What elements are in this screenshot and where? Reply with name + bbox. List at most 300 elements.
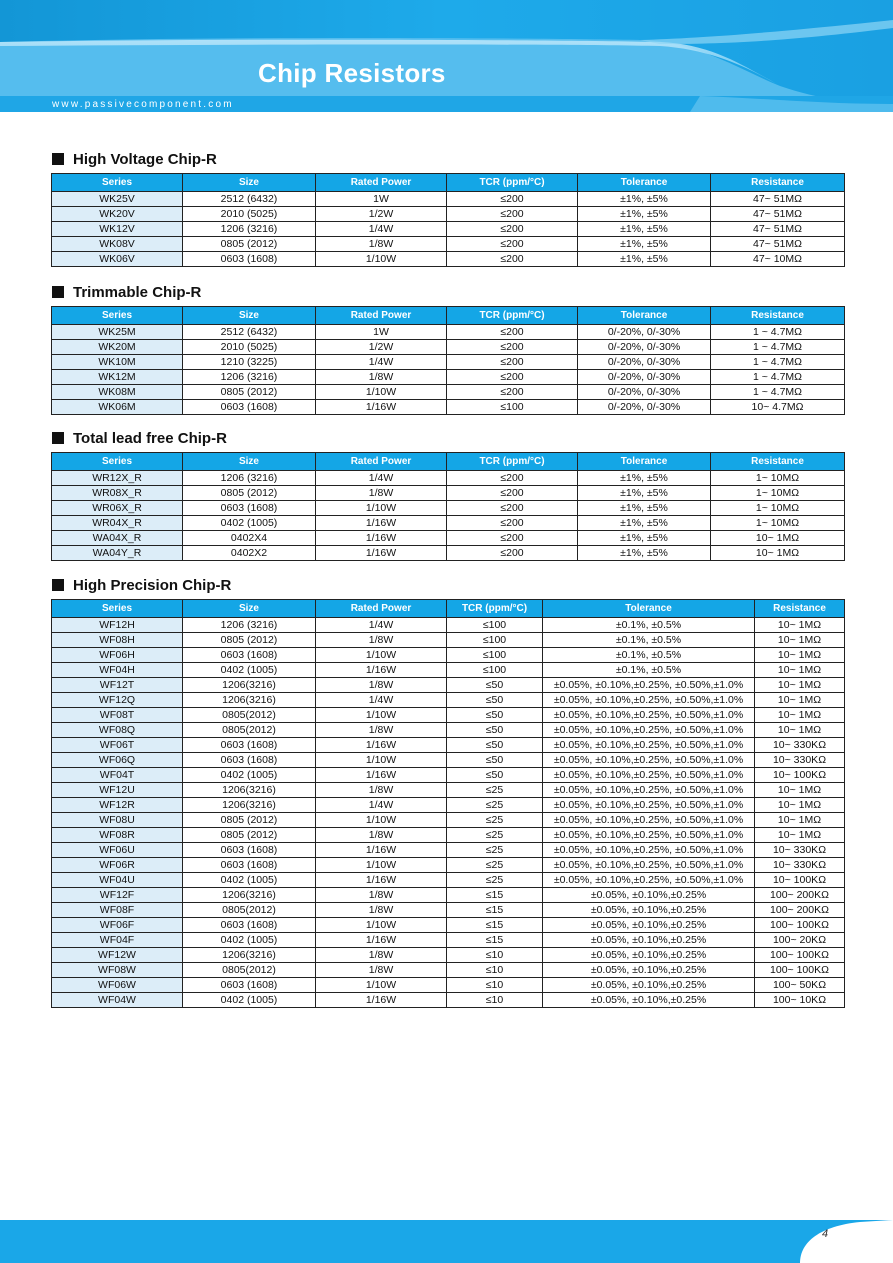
table-cell: ≤200 [447, 325, 578, 340]
table-cell: ±0.05%, ±0.10%,±0.25%, ±0.50%,±1.0% [543, 693, 755, 708]
column-header: Size [183, 307, 316, 325]
table-cell: 1/16W [316, 738, 447, 753]
table-cell: 1~ 10MΩ [711, 486, 845, 501]
series-cell: WK12M [52, 370, 183, 385]
table-cell: 1/8W [316, 237, 447, 252]
column-header: Rated Power [316, 307, 447, 325]
table-cell: ≤15 [447, 933, 543, 948]
table-cell: ±1%, ±5% [578, 237, 711, 252]
table-cell: ≤200 [447, 355, 578, 370]
series-cell: WF08R [52, 828, 183, 843]
table-cell: 1W [316, 325, 447, 340]
table-cell: ≤25 [447, 813, 543, 828]
table-cell: ≤15 [447, 888, 543, 903]
table-cell: ≤25 [447, 843, 543, 858]
table-row [52, 783, 845, 798]
series-cell: WF04H [52, 663, 183, 678]
column-header: Size [183, 174, 316, 192]
table-cell: 100~ 100KΩ [755, 963, 845, 978]
table-cell: 10~ 1MΩ [755, 648, 845, 663]
table-body [52, 471, 845, 561]
table-row [52, 237, 845, 252]
table-cell: 0603 (1608) [183, 753, 316, 768]
page-title: Chip Resistors [258, 58, 446, 88]
table-cell: ±0.05%, ±0.10%,±0.25%, ±0.50%,±1.0% [543, 753, 755, 768]
table-cell: ≤50 [447, 753, 543, 768]
table-cell: 1/4W [316, 355, 447, 370]
table-cell: ±0.05%, ±0.10%,±0.25%, ±0.50%,±1.0% [543, 873, 755, 888]
table-cell: 1 ~ 4.7MΩ [711, 340, 845, 355]
table-cell: 1/16W [316, 843, 447, 858]
table-cell: ≤200 [447, 192, 578, 207]
table-cell: 1/16W [316, 993, 447, 1008]
table-cell: ≤10 [447, 948, 543, 963]
table-cell: ±0.05%, ±0.10%,±0.25% [543, 948, 755, 963]
table-cell: 1 ~ 4.7MΩ [711, 325, 845, 340]
series-cell: WF08Q [52, 723, 183, 738]
table-cell: 1206(3216) [183, 693, 316, 708]
series-cell: WK08M [52, 385, 183, 400]
table-cell: 100~ 200KΩ [755, 888, 845, 903]
table-cell: 1/10W [316, 708, 447, 723]
lead-free-table [51, 452, 845, 561]
table-cell: 0805(2012) [183, 963, 316, 978]
table-cell: ≤200 [447, 237, 578, 252]
table-cell: 10~ 1MΩ [755, 828, 845, 843]
section-title-high-voltage: High Voltage Chip-R [52, 151, 217, 168]
table-cell: 1/16W [316, 873, 447, 888]
bullet-square-icon [52, 579, 64, 591]
table-cell: 1/4W [316, 222, 447, 237]
table-cell: 1/10W [316, 385, 447, 400]
table-cell: 1/16W [316, 516, 447, 531]
series-cell: WK25V [52, 192, 183, 207]
table-cell: ≤100 [447, 633, 543, 648]
table-cell: ≤50 [447, 738, 543, 753]
table-row [52, 663, 845, 678]
table-cell: 100~ 200KΩ [755, 903, 845, 918]
page-number: 4 [822, 1228, 829, 1240]
table-row [52, 340, 845, 355]
table-row [52, 486, 845, 501]
table-cell: ≤200 [447, 370, 578, 385]
table-cell: ±0.1%, ±0.5% [543, 618, 755, 633]
table-cell: 1W [316, 192, 447, 207]
table-cell: ±1%, ±5% [578, 207, 711, 222]
column-header: Series [52, 307, 183, 325]
table-cell: 0/-20%, 0/-30% [578, 340, 711, 355]
table-header [52, 453, 845, 471]
table-cell: ±1%, ±5% [578, 471, 711, 486]
column-header: Series [52, 174, 183, 192]
header-row [52, 174, 845, 192]
table-cell: ≤200 [447, 501, 578, 516]
table-cell: ≤25 [447, 873, 543, 888]
table-cell: 1/4W [316, 798, 447, 813]
series-cell: WF12Q [52, 693, 183, 708]
table-cell: 0/-20%, 0/-30% [578, 370, 711, 385]
table-cell: ±0.05%, ±0.10%,±0.25%, ±0.50%,±1.0% [543, 798, 755, 813]
table-cell: 0402X2 [183, 546, 316, 561]
table-cell: 0402 (1005) [183, 663, 316, 678]
table-row [52, 325, 845, 340]
table-cell: 0/-20%, 0/-30% [578, 385, 711, 400]
table-cell: ≤200 [447, 486, 578, 501]
table-cell: 1206(3216) [183, 888, 316, 903]
table-cell: 1~ 10MΩ [711, 516, 845, 531]
section-title-trimmable: Trimmable Chip-R [52, 284, 201, 301]
table-row [52, 708, 845, 723]
table-cell: 1/16W [316, 768, 447, 783]
table-cell: 10~ 330KΩ [755, 843, 845, 858]
table-header [52, 174, 845, 192]
series-cell: WF12R [52, 798, 183, 813]
column-header: Rated Power [316, 453, 447, 471]
table-row [52, 723, 845, 738]
table-row [52, 858, 845, 873]
series-cell: WF06F [52, 918, 183, 933]
table-cell: 1206 (3216) [183, 618, 316, 633]
table-cell: 10~ 1MΩ [755, 708, 845, 723]
table-cell: 1206 (3216) [183, 222, 316, 237]
table-cell: ±1%, ±5% [578, 252, 711, 267]
column-header: TCR (ppm/°C) [447, 174, 578, 192]
table-cell: ≤200 [447, 531, 578, 546]
table-cell: ≤50 [447, 768, 543, 783]
series-cell: WK06M [52, 400, 183, 415]
table-cell: ≤200 [447, 252, 578, 267]
series-cell: WF08H [52, 633, 183, 648]
table-cell: 10~ 100KΩ [755, 768, 845, 783]
table-cell: 100~ 10KΩ [755, 993, 845, 1008]
table-cell: ±0.05%, ±0.10%,±0.25%, ±0.50%,±1.0% [543, 723, 755, 738]
table-row [52, 993, 845, 1008]
series-cell: WK12V [52, 222, 183, 237]
table-row [52, 948, 845, 963]
series-cell: WF04W [52, 993, 183, 1008]
header-row [52, 600, 845, 618]
table-cell: ±1%, ±5% [578, 192, 711, 207]
website-url: www.passivecomponent.com [52, 99, 234, 110]
table-cell: 0805 (2012) [183, 813, 316, 828]
table-row [52, 385, 845, 400]
table-cell: 1206(3216) [183, 783, 316, 798]
series-cell: WF04T [52, 768, 183, 783]
table-row [52, 471, 845, 486]
table-cell: ±0.05%, ±0.10%,±0.25%, ±0.50%,±1.0% [543, 768, 755, 783]
table-cell: 0805(2012) [183, 708, 316, 723]
section-title-high-precision: High Precision Chip-R [52, 577, 231, 594]
table-cell: 2512 (6432) [183, 325, 316, 340]
bullet-square-icon [52, 432, 64, 444]
series-cell: WR08X_R [52, 486, 183, 501]
header-row [52, 453, 845, 471]
bullet-square-icon [52, 153, 64, 165]
table-cell: 1/16W [316, 531, 447, 546]
table-cell: 1/10W [316, 918, 447, 933]
series-cell: WF06W [52, 978, 183, 993]
table-row [52, 531, 845, 546]
table-cell: ±0.1%, ±0.5% [543, 663, 755, 678]
table-cell: 10~ 1MΩ [755, 783, 845, 798]
table-cell: 10~ 1MΩ [755, 798, 845, 813]
column-header: Tolerance [578, 307, 711, 325]
series-cell: WF12H [52, 618, 183, 633]
table-cell: ≤200 [447, 471, 578, 486]
table-cell: ≤100 [447, 648, 543, 663]
table-cell: ±1%, ±5% [578, 546, 711, 561]
table-cell: ≤25 [447, 798, 543, 813]
table-cell: ±1%, ±5% [578, 501, 711, 516]
header-banner [0, 0, 893, 112]
table-row [52, 501, 845, 516]
column-header: Size [183, 453, 316, 471]
table-cell: 0805 (2012) [183, 828, 316, 843]
table-cell: 1/8W [316, 370, 447, 385]
table-cell: ≤200 [447, 546, 578, 561]
column-header: TCR (ppm/°C) [447, 600, 543, 618]
table-header [52, 600, 845, 618]
table-cell: ≤10 [447, 963, 543, 978]
series-cell: WK25M [52, 325, 183, 340]
table-cell: ≤25 [447, 783, 543, 798]
table-cell: 1206 (3216) [183, 370, 316, 385]
table-cell: ≤25 [447, 858, 543, 873]
series-cell: WF06R [52, 858, 183, 873]
table-cell: 0/-20%, 0/-30% [578, 400, 711, 415]
table-cell: 1 ~ 4.7MΩ [711, 370, 845, 385]
table-row [52, 753, 845, 768]
table-cell: 10~ 1MΩ [711, 531, 845, 546]
table-cell: 1/8W [316, 903, 447, 918]
table-cell: ≤200 [447, 222, 578, 237]
table-cell: ≤50 [447, 708, 543, 723]
table-cell: 10~ 1MΩ [755, 723, 845, 738]
table-body [52, 618, 845, 1008]
table-cell: ±0.05%, ±0.10%,±0.25%, ±0.50%,±1.0% [543, 738, 755, 753]
series-cell: WF06H [52, 648, 183, 663]
table-row [52, 933, 845, 948]
table-row [52, 516, 845, 531]
table-row [52, 903, 845, 918]
table-row [52, 888, 845, 903]
table-cell: ≤25 [447, 828, 543, 843]
section-title-lead-free: Total lead free Chip-R [52, 430, 227, 447]
header-row [52, 307, 845, 325]
table-cell: 100~ 100KΩ [755, 918, 845, 933]
table-row [52, 813, 845, 828]
table-cell: ≤50 [447, 678, 543, 693]
table-cell: ±0.05%, ±0.10%,±0.25%, ±0.50%,±1.0% [543, 858, 755, 873]
series-cell: WF08T [52, 708, 183, 723]
table-cell: ≤100 [447, 663, 543, 678]
table-row [52, 918, 845, 933]
table-cell: ≤100 [447, 618, 543, 633]
table-cell: 10~ 100KΩ [755, 873, 845, 888]
table-cell: 0603 (1608) [183, 648, 316, 663]
table-cell: ±0.05%, ±0.10%,±0.25% [543, 888, 755, 903]
table-cell: 0402 (1005) [183, 873, 316, 888]
table-cell: ≤10 [447, 993, 543, 1008]
table-cell: 1 ~ 4.7MΩ [711, 355, 845, 370]
table-cell: ±0.1%, ±0.5% [543, 648, 755, 663]
table-cell: ±0.05%, ±0.10%,±0.25% [543, 933, 755, 948]
table-cell: ±1%, ±5% [578, 516, 711, 531]
table-cell: 1/16W [316, 663, 447, 678]
table-cell: 1/10W [316, 501, 447, 516]
table-cell: 1/10W [316, 252, 447, 267]
table-cell: ≤100 [447, 400, 578, 415]
table-body [52, 325, 845, 415]
table-cell: 1/8W [316, 963, 447, 978]
table-cell: 1/8W [316, 633, 447, 648]
table-cell: 1206(3216) [183, 678, 316, 693]
table-cell: 1210 (3225) [183, 355, 316, 370]
series-cell: WK08V [52, 237, 183, 252]
table-cell: ±1%, ±5% [578, 486, 711, 501]
table-cell: 1206(3216) [183, 948, 316, 963]
table-cell: 2010 (5025) [183, 207, 316, 222]
series-cell: WF12W [52, 948, 183, 963]
bullet-square-icon [52, 286, 64, 298]
table-header [52, 307, 845, 325]
table-row [52, 978, 845, 993]
table-cell: 47~ 51MΩ [711, 237, 845, 252]
table-cell: 10~ 330KΩ [755, 738, 845, 753]
table-cell: 1/8W [316, 828, 447, 843]
high-precision-table [51, 599, 845, 1008]
series-cell: WK10M [52, 355, 183, 370]
series-cell: WA04Y_R [52, 546, 183, 561]
table-cell: 1/10W [316, 858, 447, 873]
table-row [52, 355, 845, 370]
table-cell: 1/8W [316, 948, 447, 963]
table-cell: 10~ 1MΩ [755, 813, 845, 828]
table-row [52, 798, 845, 813]
table-cell: 0603 (1608) [183, 978, 316, 993]
table-cell: 0603 (1608) [183, 843, 316, 858]
footer-banner [0, 1220, 893, 1263]
table-cell: 0805(2012) [183, 723, 316, 738]
table-cell: 1/4W [316, 693, 447, 708]
table-cell: ±0.05%, ±0.10%,±0.25%, ±0.50%,±1.0% [543, 678, 755, 693]
table-cell: 100~ 50KΩ [755, 978, 845, 993]
table-cell: 1~ 10MΩ [711, 471, 845, 486]
series-cell: WF08F [52, 903, 183, 918]
table-cell: 1/8W [316, 723, 447, 738]
table-cell: 0805 (2012) [183, 633, 316, 648]
table-row [52, 843, 845, 858]
table-cell: 1/8W [316, 888, 447, 903]
table-cell: 0603 (1608) [183, 858, 316, 873]
table-cell: 1~ 10MΩ [711, 501, 845, 516]
table-cell: ≤200 [447, 340, 578, 355]
column-header: Size [183, 600, 316, 618]
table-cell: 0402 (1005) [183, 933, 316, 948]
column-header: Series [52, 453, 183, 471]
table-cell: 10~ 1MΩ [755, 693, 845, 708]
series-cell: WR12X_R [52, 471, 183, 486]
column-header: Series [52, 600, 183, 618]
table-cell: 1/8W [316, 486, 447, 501]
table-cell: 1/8W [316, 783, 447, 798]
series-cell: WF04F [52, 933, 183, 948]
column-header: Resistance [711, 453, 845, 471]
table-cell: ±0.05%, ±0.10%,±0.25%, ±0.50%,±1.0% [543, 783, 755, 798]
table-cell: ±1%, ±5% [578, 531, 711, 546]
table-row [52, 768, 845, 783]
table-cell: 0402 (1005) [183, 768, 316, 783]
table-row [52, 648, 845, 663]
trimmable-table [51, 306, 845, 415]
table-cell: 0805(2012) [183, 903, 316, 918]
column-header: Resistance [711, 174, 845, 192]
series-cell: WR06X_R [52, 501, 183, 516]
table-row [52, 828, 845, 843]
table-cell: 1/16W [316, 546, 447, 561]
column-header: TCR (ppm/°C) [447, 307, 578, 325]
column-header: Tolerance [543, 600, 755, 618]
table-cell: 1/10W [316, 813, 447, 828]
table-cell: 1/4W [316, 471, 447, 486]
table-cell: ≤50 [447, 723, 543, 738]
series-cell: WF06T [52, 738, 183, 753]
column-header: Rated Power [316, 600, 447, 618]
table-cell: 0/-20%, 0/-30% [578, 355, 711, 370]
table-cell: 0805 (2012) [183, 385, 316, 400]
series-cell: WF12F [52, 888, 183, 903]
table-cell: 1/16W [316, 933, 447, 948]
table-cell: 1206 (3216) [183, 471, 316, 486]
column-header: Tolerance [578, 453, 711, 471]
table-cell: 1206(3216) [183, 798, 316, 813]
table-cell: ≤15 [447, 903, 543, 918]
column-header: Rated Power [316, 174, 447, 192]
table-cell: 1 ~ 4.7MΩ [711, 385, 845, 400]
table-cell: 0805 (2012) [183, 237, 316, 252]
table-cell: 10~ 1MΩ [755, 633, 845, 648]
column-header: Tolerance [578, 174, 711, 192]
table-cell: 0/-20%, 0/-30% [578, 325, 711, 340]
series-cell: WF08U [52, 813, 183, 828]
table-row [52, 370, 845, 385]
table-cell: 0603 (1608) [183, 501, 316, 516]
series-cell: WK06V [52, 252, 183, 267]
series-cell: WR04X_R [52, 516, 183, 531]
table-cell: 10~ 1MΩ [755, 678, 845, 693]
table-row [52, 693, 845, 708]
table-cell: ≤200 [447, 385, 578, 400]
table-cell: 1/10W [316, 978, 447, 993]
table-cell: 47~ 51MΩ [711, 222, 845, 237]
table-row [52, 618, 845, 633]
table-cell: 10~ 330KΩ [755, 753, 845, 768]
column-header: TCR (ppm/°C) [447, 453, 578, 471]
table-cell: 1/10W [316, 648, 447, 663]
table-cell: 10~ 330KΩ [755, 858, 845, 873]
table-cell: ±0.05%, ±0.10%,±0.25%, ±0.50%,±1.0% [543, 843, 755, 858]
table-body [52, 192, 845, 267]
table-cell: 0805 (2012) [183, 486, 316, 501]
column-header: Resistance [755, 600, 845, 618]
table-cell: 2010 (5025) [183, 340, 316, 355]
series-cell: WF08W [52, 963, 183, 978]
series-cell: WK20M [52, 340, 183, 355]
table-row [52, 873, 845, 888]
table-cell: 1/2W [316, 207, 447, 222]
table-cell: 47~ 10MΩ [711, 252, 845, 267]
table-row [52, 222, 845, 237]
